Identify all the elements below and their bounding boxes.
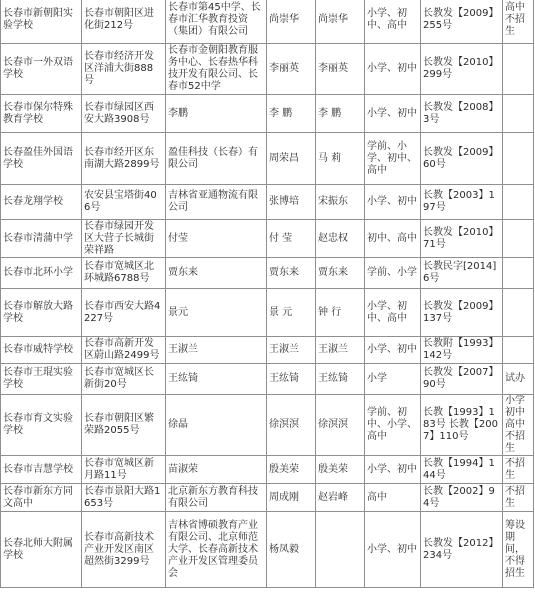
approval-cell: 长教民字[2014]6号 (421, 258, 503, 289)
school-name-cell: 长春北师大附属学校 (1, 512, 82, 588)
level-cell: 小学、初中、高中 (365, 289, 421, 337)
table-row (1, 220, 534, 258)
sponsor-cell: 吉林省博硕教育产业有限公司、北京师范大学、长春高新技术产业开发区管理委员会 (166, 512, 267, 588)
sponsor-cell: 北京新东方教育科技有限公司 (166, 484, 267, 512)
school-name-cell: 长春市保尔特殊教育学校 (1, 95, 82, 133)
sponsor-cell: 贾东来 (166, 258, 267, 289)
legal-person-cell: 李丽英 (267, 44, 316, 95)
sponsor-cell: 王纮锜 (166, 364, 267, 395)
school-name-cell: 长春市解放大路学校 (1, 289, 82, 337)
table-row (1, 258, 534, 289)
school-name-cell: 长春龙翔学校 (1, 185, 82, 220)
address-cell: 农安县宝塔街406号 (82, 185, 166, 220)
level-cell: 小学、初中 (365, 95, 421, 133)
principal-cell: 赵忠权 (316, 220, 365, 258)
school-name-cell: 长春市育文实验学校 (1, 395, 82, 456)
level-cell: 高中 (365, 484, 421, 512)
address-cell: 长春市高新开发区蔚山路2499号 (82, 337, 166, 364)
school-name-cell: 长春市北环小学 (1, 258, 82, 289)
note-cell: 不招生 (503, 484, 534, 512)
legal-person-cell: 王淑兰 (267, 337, 316, 364)
level-cell: 小学、初中 (365, 456, 421, 484)
address-cell: 长春市高新技术产业开发区南区超然街3299号 (82, 512, 166, 588)
principal-cell: 殷美荣 (316, 456, 365, 484)
principal-cell: 钟 行 (316, 289, 365, 337)
approval-cell: 长教发【2009】60号 (421, 133, 503, 185)
table-row (1, 484, 534, 512)
approval-cell: 长教【2002】94号 (421, 484, 503, 512)
principal-cell: 徐溟溟 (316, 395, 365, 456)
school-name-cell: 长春市新东方同文高中 (1, 484, 82, 512)
address-cell: 长春市绿园区西安大路3908号 (82, 95, 166, 133)
note-cell: 筹设期间，不得招生 (503, 512, 534, 588)
level-cell: 小学、初中、高中 (365, 0, 421, 44)
legal-person-cell: 贾东来 (267, 258, 316, 289)
note-cell (503, 44, 534, 95)
address-cell: 长春市景阳大路1653号 (82, 484, 166, 512)
note-cell (503, 220, 534, 258)
note-cell (503, 258, 534, 289)
address-cell: 长春市绿园开发区大营子长城街荣祥路 (82, 220, 166, 258)
level-cell: 小学、初中 (365, 337, 421, 364)
approval-cell: 长教发【2009】255号 (421, 0, 503, 44)
note-cell (503, 337, 534, 364)
note-cell: 小学初中高中不招生 (503, 395, 534, 456)
principal-cell: 王淑兰 (316, 337, 365, 364)
level-cell: 初中、高中 (365, 220, 421, 258)
legal-person-cell: 付 莹 (267, 220, 316, 258)
principal-cell: 宋振东 (316, 185, 365, 220)
address-cell: 长春市宽城区新月路11号 (82, 456, 166, 484)
table-body (1, 0, 534, 588)
approval-cell: 长教发【2010】299号 (421, 44, 503, 95)
sponsor-cell: 景元 (166, 289, 267, 337)
sponsor-cell: 长春市第45中学、长春市汇华教育投资（集团）有限公司 (166, 0, 267, 44)
legal-person-cell: 张博培 (267, 185, 316, 220)
approval-cell: 长教发【2010】71号 (421, 220, 503, 258)
school-name-cell: 长春市威特学校 (1, 337, 82, 364)
school-name-cell: 长春市一外双语学校 (1, 44, 82, 95)
table-row (1, 0, 534, 44)
school-name-cell: 长春市清蒲中学 (1, 220, 82, 258)
address-cell: 长春市经济开发区洋浦大街888号 (82, 44, 166, 95)
legal-person-cell: 周荣昌 (267, 133, 316, 185)
principal-cell: 赵岩峰 (316, 484, 365, 512)
table-row (1, 44, 534, 95)
legal-person-cell: 景 元 (267, 289, 316, 337)
address-cell: 长春市经开区东南湖大路2899号 (82, 133, 166, 185)
approval-cell: 长教发【2012】234号 (421, 512, 503, 588)
table-row (1, 289, 534, 337)
sponsor-cell: 苗淑荣 (166, 456, 267, 484)
school-name-cell: 长春市新朝阳实验学校 (1, 0, 82, 44)
table-row (1, 456, 534, 484)
sponsor-cell: 付莹 (166, 220, 267, 258)
approval-cell: 长教发【2007】90号 (421, 364, 503, 395)
approval-cell: 长教附【1993】142号 (421, 337, 503, 364)
approval-cell: 长教发【2008】3号 (421, 95, 503, 133)
level-cell: 小学、初中 (365, 44, 421, 95)
address-cell: 长春市西安大路4227号 (82, 289, 166, 337)
level-cell: 小学 (365, 364, 421, 395)
table-row (1, 512, 534, 588)
level-cell: 小学、初中 (365, 512, 421, 588)
legal-person-cell: 王纮锜 (267, 364, 316, 395)
principal-cell: 王纮锜 (316, 364, 365, 395)
address-cell: 长春市朝阳区进化街212号 (82, 0, 166, 44)
note-cell: 高中不招生 (503, 0, 534, 44)
principal-cell: 贾东来 (316, 258, 365, 289)
legal-person-cell: 李 鹏 (267, 95, 316, 133)
principal-cell: 尚崇华 (316, 0, 365, 44)
address-cell: 长春市宽城区北环城路6788号 (82, 258, 166, 289)
note-cell: 试办 (503, 364, 534, 395)
legal-person-cell: 周成刚 (267, 484, 316, 512)
note-cell (503, 289, 534, 337)
table-row (1, 133, 534, 185)
sponsor-cell: 李鹏 (166, 95, 267, 133)
sponsor-cell: 吉林省亚通物流有限公司 (166, 185, 267, 220)
table-row (1, 185, 534, 220)
level-cell: 学前、初中、小学、高中 (365, 395, 421, 456)
table-row (1, 395, 534, 456)
sponsor-cell: 盈佳科技（长春）有限公司 (166, 133, 267, 185)
sponsor-cell: 王淑兰 (166, 337, 267, 364)
legal-person-cell: 殷美荣 (267, 456, 316, 484)
level-cell: 学前、小学 (365, 258, 421, 289)
school-name-cell: 长春市王琨实验学校 (1, 364, 82, 395)
approval-cell: 长教【1993】183号 长教【2007】110号 (421, 395, 503, 456)
level-cell: 小学、初中 (365, 185, 421, 220)
principal-cell (316, 512, 365, 588)
legal-person-cell: 杨凤毅 (267, 512, 316, 588)
principal-cell: 李丽英 (316, 44, 365, 95)
principal-cell: 李 鹏 (316, 95, 365, 133)
table-row (1, 95, 534, 133)
address-cell: 长春市宽城区长新街20号 (82, 364, 166, 395)
school-name-cell: 长春盈佳外国语学校 (1, 133, 82, 185)
sponsor-cell: 长春市金朝阳教育服务中心、长春热华科技开发有限公司、长春市52中学 (166, 44, 267, 95)
note-cell (503, 133, 534, 185)
address-cell: 长春市朝阳区繁荣路2055号 (82, 395, 166, 456)
legal-person-cell: 尚崇华 (267, 0, 316, 44)
table-row (1, 364, 534, 395)
approval-cell: 长教发【2009】137号 (421, 289, 503, 337)
level-cell: 学前、小学、初中、高中 (365, 133, 421, 185)
approval-cell: 长教【2003】197号 (421, 185, 503, 220)
table-row (1, 337, 534, 364)
school-name-cell: 长春市吉慧学校 (1, 456, 82, 484)
note-cell (503, 95, 534, 133)
note-cell: 不招生 (503, 456, 534, 484)
legal-person-cell: 徐溟溟 (267, 395, 316, 456)
note-cell (503, 185, 534, 220)
approval-cell: 长教【1994】144号 (421, 456, 503, 484)
principal-cell: 马 莉 (316, 133, 365, 185)
sponsor-cell: 徐晶 (166, 395, 267, 456)
